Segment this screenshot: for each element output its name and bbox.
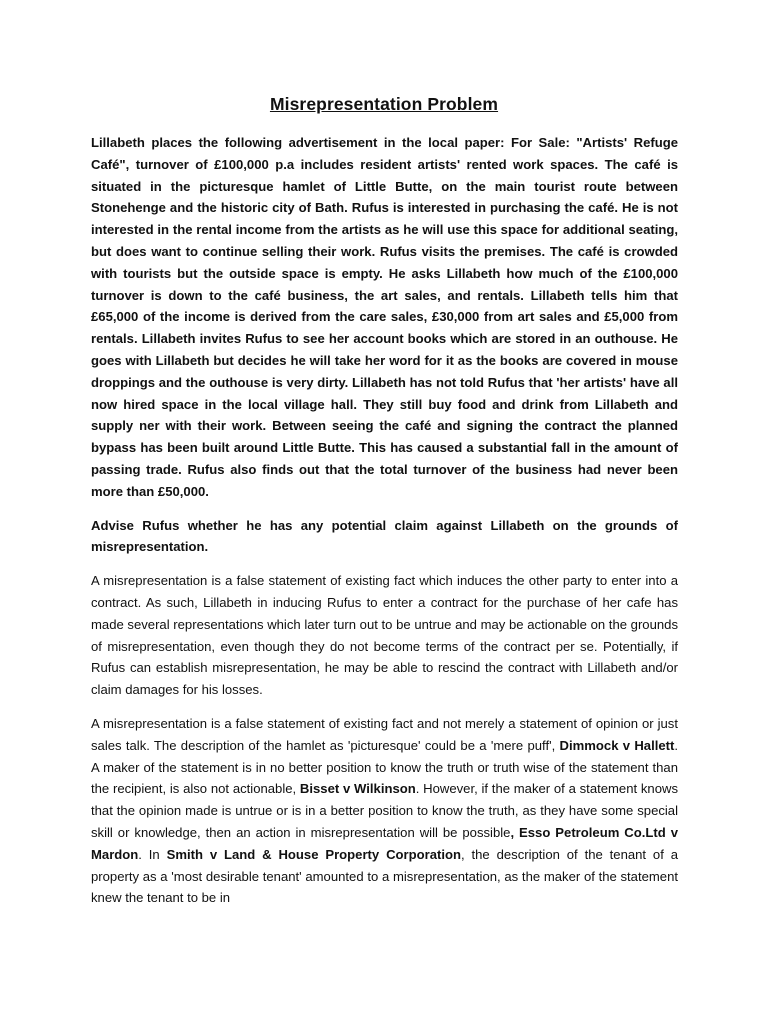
question-paragraph: Advise Rufus whether he has any potential claim against Lillabeth on the grounds of misrepresentation. xyxy=(91,517,678,555)
paragraph-text: , the description of the tenant of a property as a 'most desirable tenant' amounted to a misrepresentation, as the maker of the statement knew the tenant to be in xyxy=(91,846,678,906)
answer-paragraph-2 xyxy=(91,713,678,909)
case-citation: , Esso Petroleum Co.Ltd v Mardon xyxy=(91,824,679,862)
paragraph-text: A misrepresentation is a false statement of existing fact and not merely a statement of opinion or just sales talk. The description of the hamlet as 'picturesque' could be a 'mere puff', xyxy=(91,715,678,753)
case-citation: Dimmock v Hallett xyxy=(559,737,675,753)
page-title: Misrepresentation Problem xyxy=(269,94,499,114)
document-body xyxy=(91,132,678,921)
paragraph-text: . However, if the maker of a statement knows that the opinion made is untrue or is in a better position to know the truth, as they have some special skill or knowledge, then an action in misrepresentation will be possible xyxy=(91,781,679,840)
paragraph-text: . In xyxy=(138,846,167,862)
case-citation: Smith v Land & House Property Corporation xyxy=(166,846,461,862)
problem-paragraph: Lillabeth places the following advertisement in the local paper: For Sale: "Artists' Refuge Café", turnover of £100,000 p.a includes resident artists' rented work spaces. The café is situated in the picturesque hamlet of Little Butte, on the main tourist route between Stonehenge and the historic city of Bath. Rufus is interested in purchasing the café. He is not interested in the rental income from the artists as he will use this space for additional seating, but does want to continue selling their work. Rufus visits the premises. The café is crowded with tourists but the outside space is empty. He asks Lillabeth how much of the £100,000 turnover is down to the café business, the art sales, and rentals. Lillabeth tells him that £65,000 of the income is derived from the care sales, £30,000 from art sales and £5,000 from rentals. Lillabeth invites Rufus to see her account books which are stored in an outhouse. He goes with Lillabeth but decides he will take her word for it as the books are covered in mouse droppings and the outhouse is very dirty. Lillabeth has not told Rufus that 'her artists' have all now hired space in the local village hall. They still buy food and drink from Lillabeth and supply ner with their work. Between seeing the café and signing the contract the planned bypass has been built around Little Butte. This has caused a substantial fall in the amount of passing trade. Rufus also finds out that the total turnover of the business had never been more than £50,000. xyxy=(91,135,678,499)
case-citation: Bisset v Wilkinson xyxy=(299,781,416,797)
paragraph-text: . A maker of the statement is in no better position to know the truth or truth wise of the statement than the recipient, is also not actionable, xyxy=(91,737,679,797)
answer-paragraph-1: A misrepresentation is a false statement of existing fact which induces the other party to enter into a contract. As such, Lillabeth in inducing Rufus to enter a contract for the purchase of her cafe has made several representations which later turn out to be untrue and may be actionable on the grounds of misrepresentation, even though they do not become terms of the contract per se. Potentially, if Rufus can establish misrepresentation, he may be able to rescind the contract with Lillabeth and/or claim damages for his losses. xyxy=(91,573,678,698)
